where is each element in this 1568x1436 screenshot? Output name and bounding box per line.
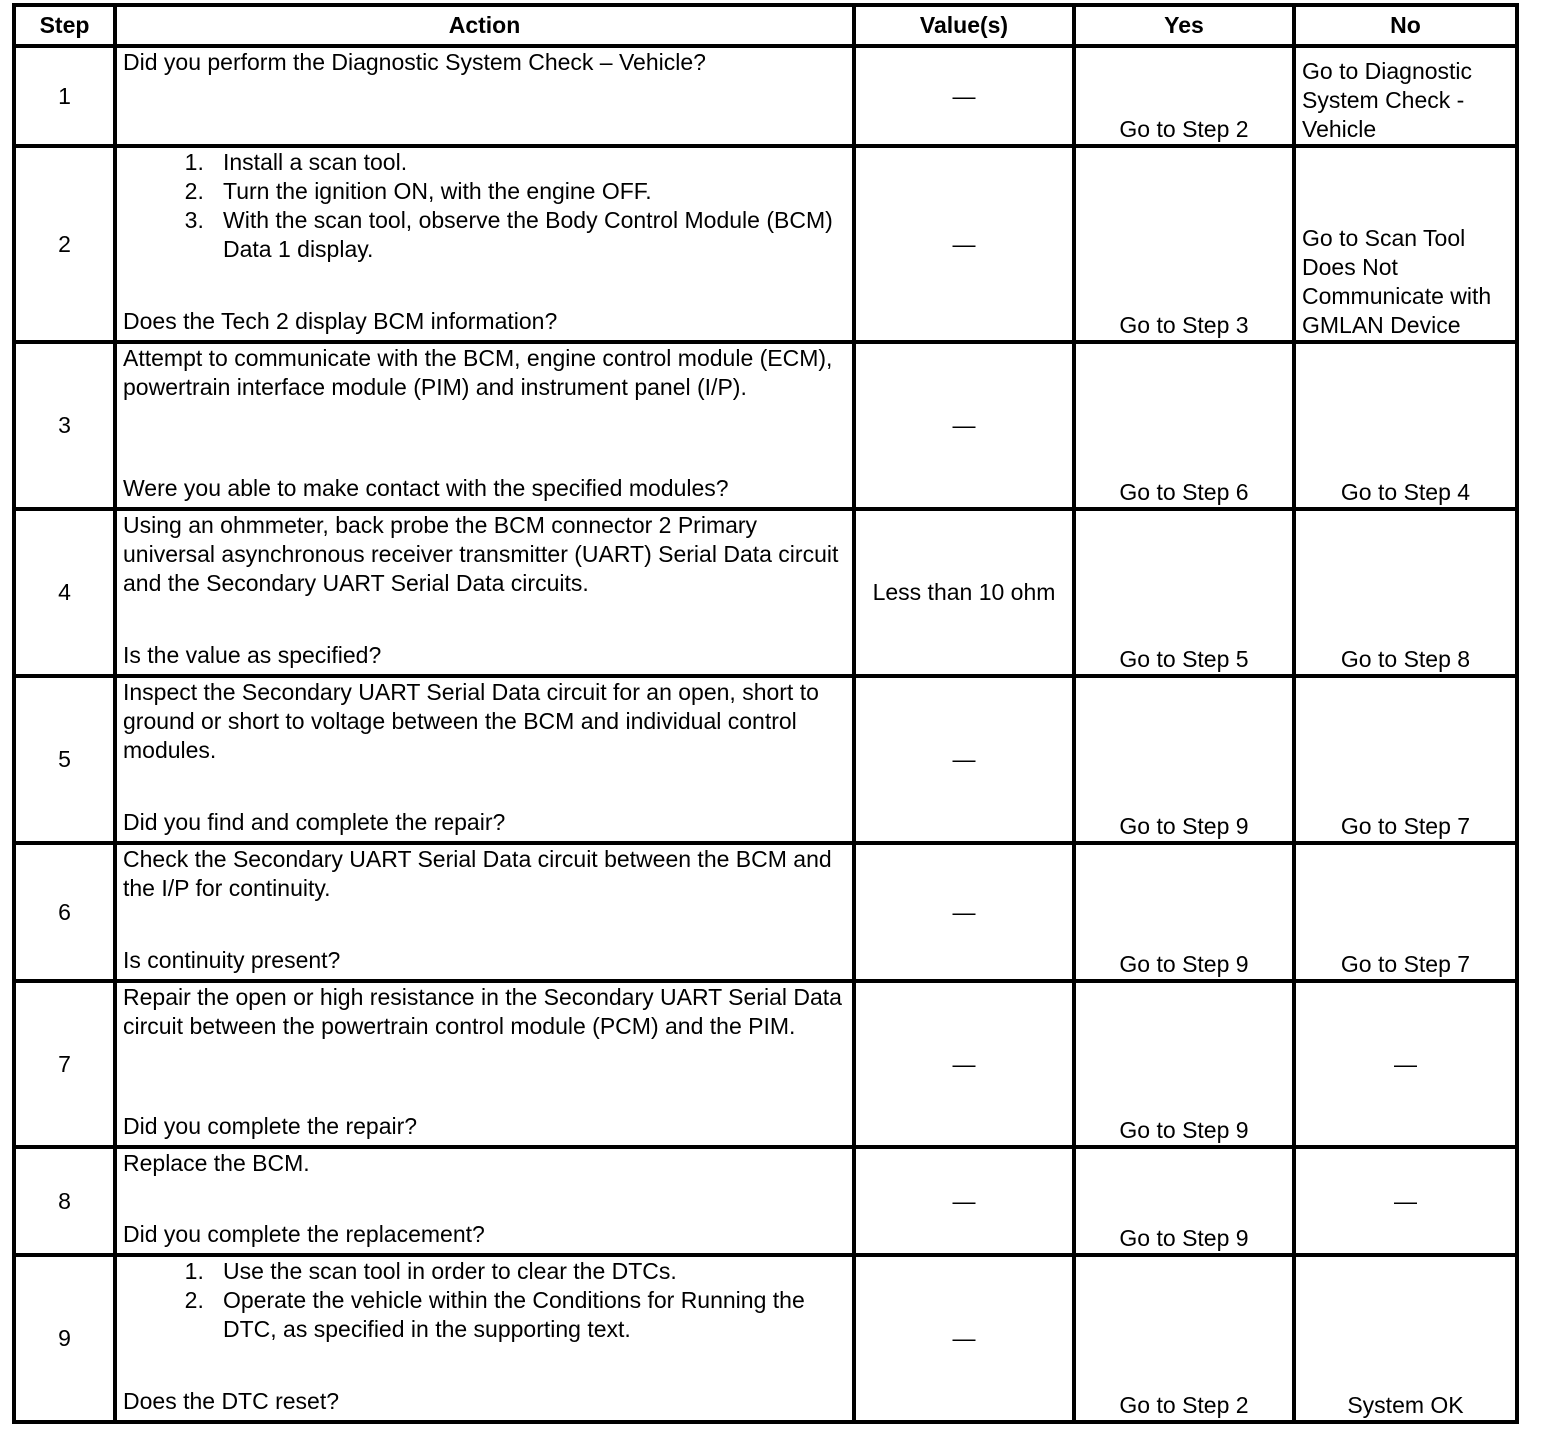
action-text: Did you perform the Diagnostic System Check – Vehicle? <box>123 49 706 75</box>
step-number: 8 <box>14 1147 115 1255</box>
table-row <box>14 46 1517 146</box>
header-yes: Yes <box>1074 5 1294 46</box>
yes-cell: Go to Step 9 <box>1074 1147 1294 1255</box>
yes-cell: Go to Step 5 <box>1074 509 1294 676</box>
value-cell: — <box>854 1255 1074 1422</box>
yes-cell: Go to Step 3 <box>1074 146 1294 342</box>
diagnostic-table <box>12 3 1519 1424</box>
action-cell <box>115 46 854 146</box>
step-number: 5 <box>14 676 115 843</box>
value-cell: — <box>854 146 1074 342</box>
step-number: 6 <box>14 843 115 981</box>
no-cell: Go to Diagnostic System Check - Vehicle <box>1294 46 1517 146</box>
step-list <box>123 1257 846 1344</box>
no-cell: System OK <box>1294 1255 1517 1422</box>
no-cell: — <box>1294 1147 1517 1255</box>
step-number: 3 <box>14 342 115 509</box>
action-cell <box>115 843 854 981</box>
table-row <box>14 509 1517 676</box>
yes-cell: Go to Step 9 <box>1074 676 1294 843</box>
no-cell: — <box>1294 981 1517 1147</box>
table-row <box>14 1147 1517 1255</box>
value-cell: — <box>854 46 1074 146</box>
action-cell <box>115 1255 854 1422</box>
action-text: Repair the open or high resistance in the Secondary UART Serial Data circuit between the powertrain control module (PCM) and the PIM. <box>123 984 842 1039</box>
step-number: 1 <box>14 46 115 146</box>
action-text: Inspect the Secondary UART Serial Data circuit for an open, short to ground or short to voltage between the BCM and individual control modules. <box>123 679 819 763</box>
no-cell: Go to Step 7 <box>1294 843 1517 981</box>
value-cell: — <box>854 676 1074 843</box>
value-cell: — <box>854 843 1074 981</box>
action-text: Attempt to communicate with the BCM, engine control module (ECM), powertrain interface module (PIM) and instrument panel (I/P). <box>123 345 833 400</box>
action-question: Does the Tech 2 display BCM information? <box>123 308 558 334</box>
table-row <box>14 843 1517 981</box>
list-item: 1. Use the scan tool in order to clear the DTCs. <box>223 1257 846 1286</box>
list-item: 3. With the scan tool, observe the Body Control Module (BCM) Data 1 display. <box>223 206 846 264</box>
list-item: 1. Install a scan tool. <box>223 148 846 177</box>
header-action: Action <box>115 5 854 46</box>
action-text: Using an ohmmeter, back probe the BCM connector 2 Primary universal asynchronous receiver transmitter (UART) Serial Data circuit and the Secondary UART Serial Data circuits. <box>123 512 839 596</box>
table-row <box>14 676 1517 843</box>
action-text: Replace the BCM. <box>123 1150 310 1176</box>
action-question: Does the DTC reset? <box>123 1388 340 1414</box>
header-row <box>14 5 1517 46</box>
action-question: Did you complete the replacement? <box>123 1221 485 1247</box>
action-cell <box>115 146 854 342</box>
step-list <box>123 148 846 264</box>
step-number: 9 <box>14 1255 115 1422</box>
yes-cell: Go to Step 2 <box>1074 46 1294 146</box>
step-number: 2 <box>14 146 115 342</box>
value-cell: Less than 10 ohm <box>854 509 1074 676</box>
value-cell: — <box>854 981 1074 1147</box>
no-cell: Go to Step 8 <box>1294 509 1517 676</box>
header-no: No <box>1294 5 1517 46</box>
action-question: Is the value as specified? <box>123 642 382 668</box>
table-row <box>14 342 1517 509</box>
value-cell: — <box>854 1147 1074 1255</box>
yes-cell: Go to Step 9 <box>1074 843 1294 981</box>
header-values: Value(s) <box>854 5 1074 46</box>
table-row <box>14 981 1517 1147</box>
action-cell <box>115 981 854 1147</box>
table-row <box>14 146 1517 342</box>
action-cell <box>115 509 854 676</box>
yes-cell: Go to Step 9 <box>1074 981 1294 1147</box>
no-cell: Go to Step 7 <box>1294 676 1517 843</box>
header-step: Step <box>14 5 115 46</box>
list-item: 2. Turn the ignition ON, with the engine OFF. <box>223 177 846 206</box>
value-cell: — <box>854 342 1074 509</box>
no-cell: Go to Step 4 <box>1294 342 1517 509</box>
action-question: Were you able to make contact with the specified modules? <box>123 475 729 501</box>
action-cell <box>115 342 854 509</box>
action-question: Did you complete the repair? <box>123 1113 418 1139</box>
table-row <box>14 1255 1517 1422</box>
step-number: 4 <box>14 509 115 676</box>
step-number: 7 <box>14 981 115 1147</box>
no-cell: Go to Scan Tool Does Not Communicate with GMLAN Device <box>1294 146 1517 342</box>
action-text: Check the Secondary UART Serial Data circuit between the BCM and the I/P for continuity. <box>123 846 832 901</box>
action-question: Is continuity present? <box>123 947 341 973</box>
yes-cell: Go to Step 2 <box>1074 1255 1294 1422</box>
action-cell <box>115 676 854 843</box>
yes-cell: Go to Step 6 <box>1074 342 1294 509</box>
list-item: 2. Operate the vehicle within the Conditions for Running the DTC, as specified in the supporting text. <box>223 1286 846 1344</box>
action-cell <box>115 1147 854 1255</box>
action-question: Did you find and complete the repair? <box>123 809 506 835</box>
